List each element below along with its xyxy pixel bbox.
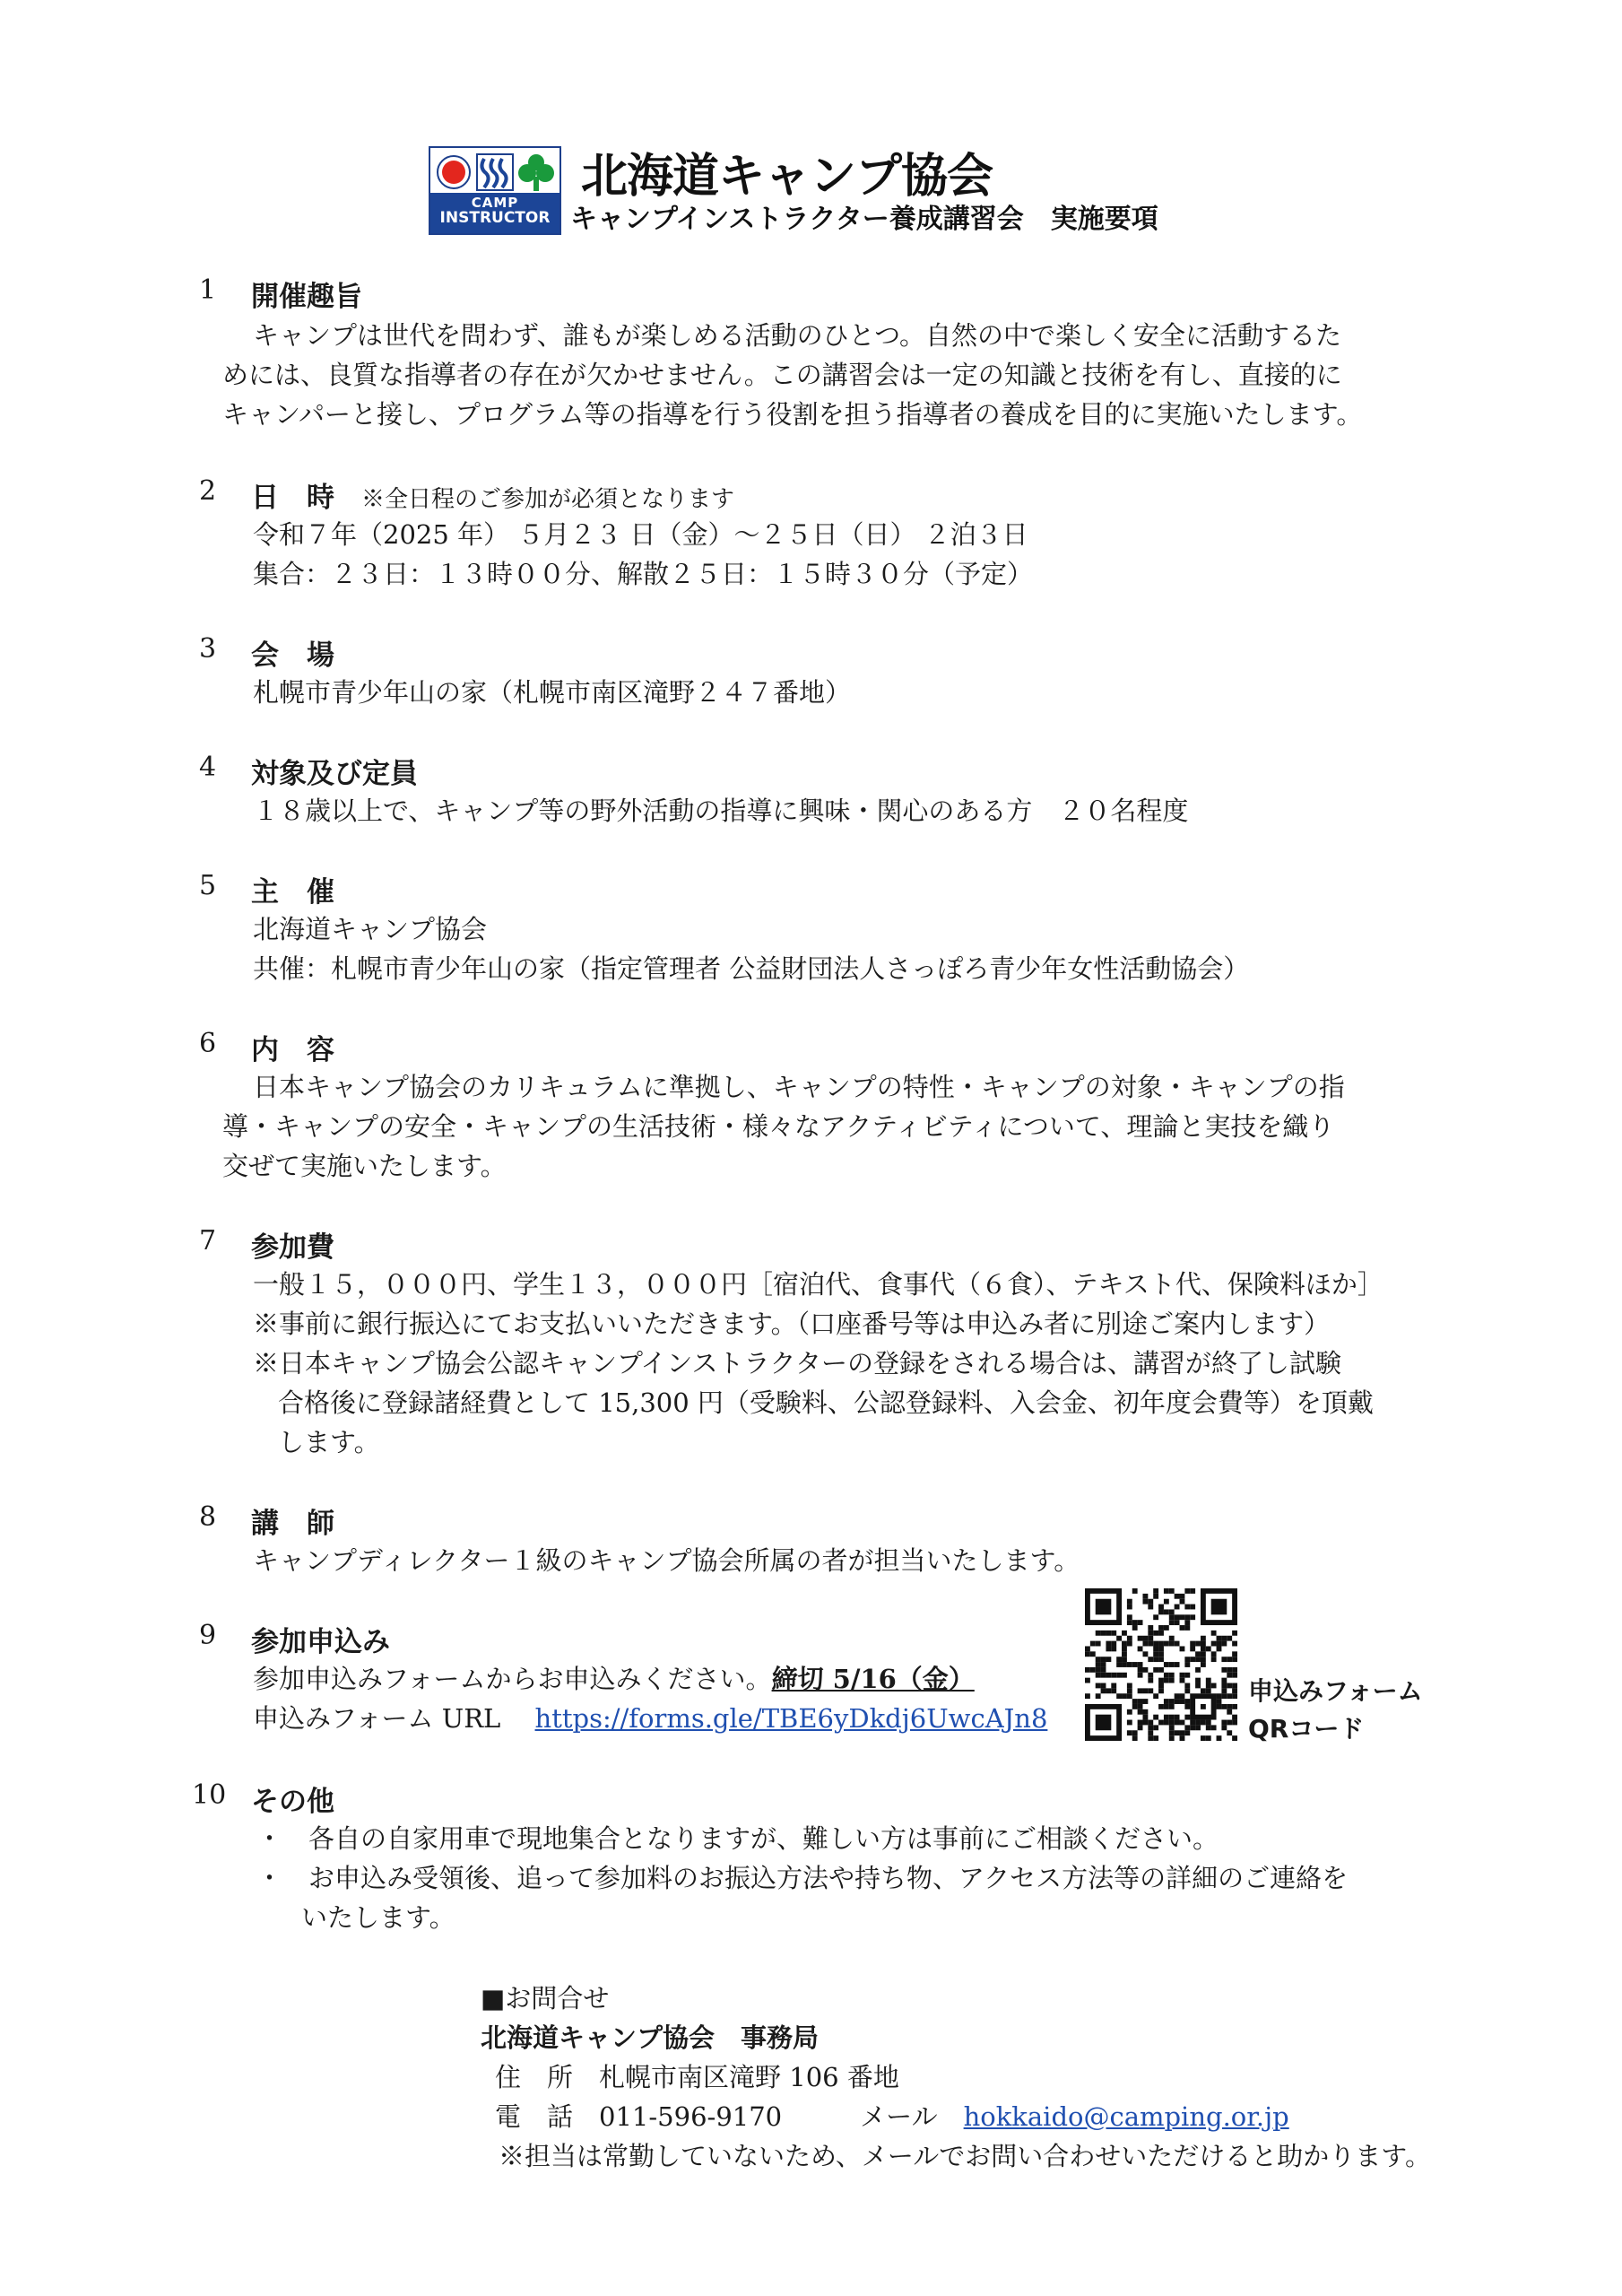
body-line: します。 <box>278 1427 380 1457</box>
deadline: 締切 5/16（金） <box>771 1664 975 1694</box>
section-title <box>251 474 734 515</box>
mail-link[interactable]: hokkaido@camping.or.jp <box>963 2101 1289 2132</box>
bullet-line: ・ お申込み受領後、追って参加料のお振込方法や持ち物、アクセス方法等の詳細のご連絡を <box>256 1863 1349 1893</box>
bullet-line: いたします。 <box>301 1902 455 1933</box>
org-title: 北海道キャンプ協会 <box>581 150 993 204</box>
section-title: その他 <box>251 1786 334 1818</box>
camp-instructor-logo <box>429 146 561 235</box>
form-url-link[interactable]: https://forms.gle/TBE6yDkdj6UwcAJn8 <box>534 1703 1048 1734</box>
logo-band <box>430 193 559 233</box>
section-number: 1 <box>199 274 217 306</box>
body-line: ※日本キャンプ協会公認キャンプインストラクターの登録をされる場合は、講習が終了し試験 <box>253 1348 1341 1378</box>
mail-label: メール <box>860 2101 938 2132</box>
green-tree-icon <box>516 152 556 193</box>
section-title-text: 日 時 <box>251 482 334 514</box>
address-label: 住 所 <box>495 2062 574 2092</box>
section-number: 2 <box>199 475 217 507</box>
body-line: 交ぜて実施いたします。 <box>222 1151 507 1181</box>
body-line: めには、良質な指導者の存在が欠かせません。この講習会は一定の知識と技術を有し、直接的に <box>222 360 1342 390</box>
body-line: キャンプは世代を問わず、誰もが楽しめる活動のひとつ。自然の中で楽しく安全に活動するた <box>253 320 1341 351</box>
section-title: 対象及び定員 <box>251 758 418 790</box>
body-line: 日本キャンプ協会のカリキュラムに準拠し、キャンプの特性・キャンプの対象・キャンプの指 <box>253 1072 1345 1102</box>
contact-address-row <box>495 2057 899 2094</box>
apply-instruction: 参加申込みフォームからお申込みください。 <box>253 1664 772 1694</box>
phone-label: 電 話 <box>495 2101 574 2132</box>
qr-label: 申込みフォーム <box>1248 1676 1423 1706</box>
section-number: 8 <box>199 1501 217 1533</box>
body-line: １８歳以上で、キャンプ等の野外活動の指導に興味・関心のある方 ２０名程度 <box>253 796 1189 826</box>
section-number: 3 <box>199 633 217 665</box>
contact-heading: ■お問合せ <box>481 1983 610 2013</box>
logo-text-instructor: INSTRUCTOR <box>439 208 551 227</box>
section-number: 9 <box>199 1620 217 1651</box>
body-line: 合格後に登録諸経費として 15,300 円（受験料、公認登録料、入会金、初年度会費等）を頂戴 <box>278 1387 1374 1418</box>
body-line: キャンプディレクター１級のキャンプ協会所属の者が担当いたします。 <box>253 1545 1080 1576</box>
body-line: 集合：２３日：１３時００分、解散２５日：１５時３０分（予定） <box>253 559 1034 589</box>
body-line: 令和７年（2025 年） ５月２３ 日（金）～２５日（日） ２泊３日 <box>253 519 1028 550</box>
section-title: 主 催 <box>251 876 334 909</box>
body-line: キャンパーと接し、プログラム等の指導を行う役割を担う指導者の養成を目的に実施いたします。 <box>222 399 1363 430</box>
body-line: 導・キャンプの安全・キャンプの生活技術・様々なアクティビティについて、理論と実技を織り <box>222 1111 1335 1142</box>
qr-label: QRコード <box>1248 1714 1365 1744</box>
red-sun-icon <box>434 152 473 193</box>
section-title: 講 師 <box>251 1508 334 1540</box>
section-title: 開催趣旨 <box>251 281 362 313</box>
body-line: 札幌市青少年山の家（札幌市南区滝野２４７番地） <box>253 677 852 708</box>
logo-text-camp: CAMP <box>471 195 519 211</box>
section-title: 内 容 <box>251 1034 334 1066</box>
body-line <box>253 1659 975 1696</box>
contact-phone-row <box>495 2097 1289 2134</box>
body-line: 共催：札幌市青少年山の家（指定管理者 公益財団法人さっぽろ青少年女性活動協会） <box>253 953 1250 984</box>
section-title: 参加費 <box>251 1231 334 1264</box>
address-value: 札幌市南区滝野 106 番地 <box>599 2062 899 2092</box>
section-title: 参加申込み <box>251 1626 390 1658</box>
bullet-line: ・ 各自の自家用車で現地集合となりますが、難しい方は事前にご相談ください。 <box>256 1823 1219 1854</box>
section-number: 7 <box>199 1225 217 1257</box>
form-url-label: 申込みフォーム URL <box>253 1703 501 1734</box>
section-title: 会 場 <box>251 639 334 672</box>
doc-title: キャンプインストラクター養成講習会 実施要項 <box>570 204 1158 235</box>
section-number: 4 <box>199 752 217 783</box>
section-number: 5 <box>199 870 217 901</box>
phone-value: 011-596-9170 <box>599 2101 783 2132</box>
section-number: 6 <box>199 1028 217 1059</box>
contact-note: ※担当は常勤していないため、メールでお問い合わせいただけると助かります。 <box>499 2141 1431 2171</box>
section-note: ※全日程のご参加が必須となります <box>361 486 735 513</box>
body-line: 北海道キャンプ協会 <box>253 914 488 944</box>
body-line: 一般１５，０００円、学生１３，０００円［宿泊代、食事代（６食）、テキスト代、保険料ほか］ <box>253 1269 1383 1300</box>
body-line <box>253 1699 1047 1735</box>
section-number: 10 <box>192 1779 227 1811</box>
water-wave-icon <box>475 152 515 193</box>
contact-office: 北海道キャンプ協会 事務局 <box>481 2022 820 2053</box>
body-line: ※事前に銀行振込にてお支払いいただきます。（口座番号等は申込み者に別途ご案内します） <box>253 1309 1331 1339</box>
qr-code-icon[interactable] <box>1085 1588 1237 1741</box>
